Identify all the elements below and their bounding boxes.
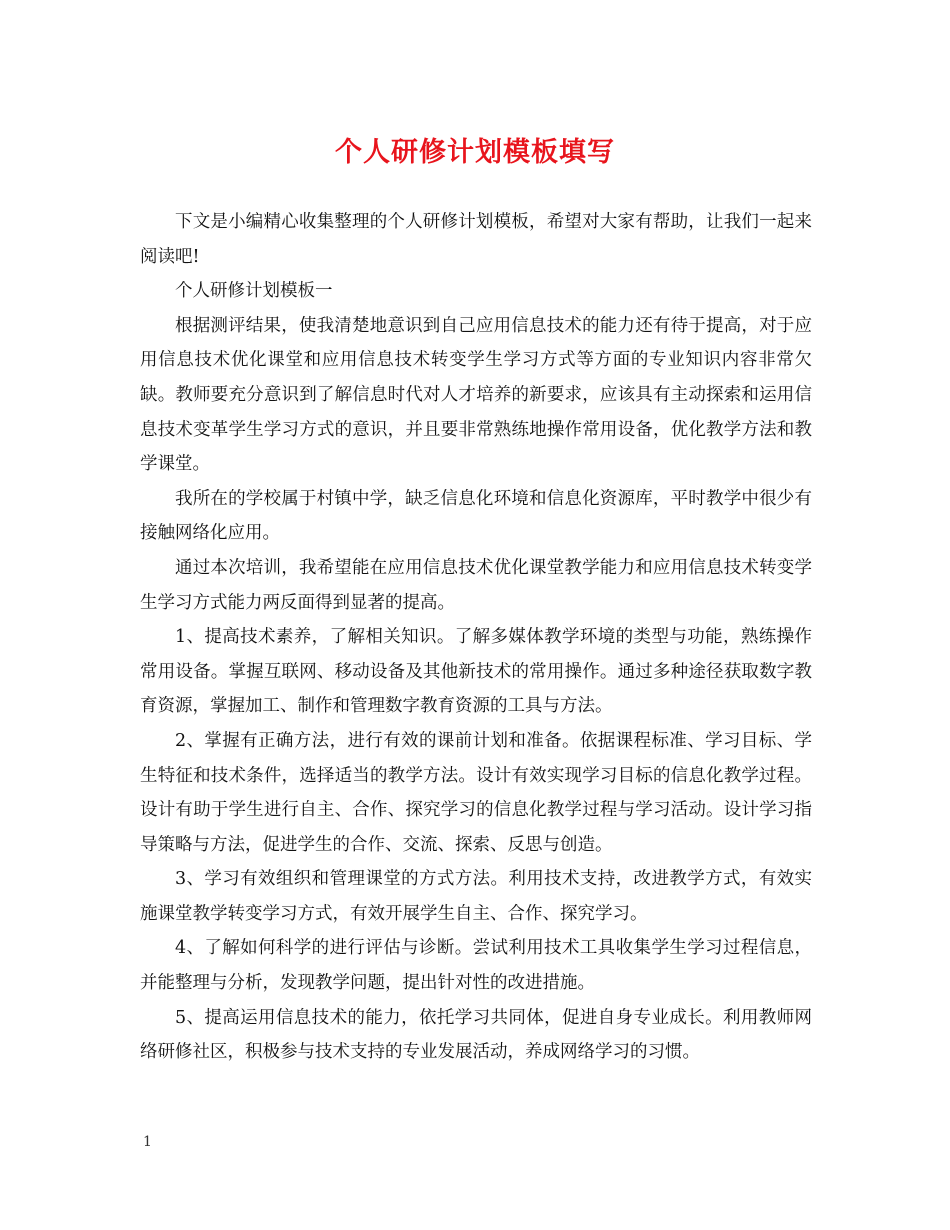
paragraph-item-4: 4、了解如何科学的进行评估与诊断。尝试利用技术工具收集学生学习过程信息，并能整理与分析，发现教学问题，提出针对性的改进措施。 [140,938,812,994]
paragraph-item-2: 2、掌握有正确方法，进行有效的课前计划和准备。依据课程标准、学习目标、学生特征和技术条件，选择适当的教学方法。设计有效实现学习目标的信息化教学过程。设计有助于学生进行自主、合作、探究学习的信息化教学过程与学习活动。设计学习指导策略与方法，促进学生的合作、交流、探索、反思与创造。 [140,730,812,855]
paragraph: 根据测评结果，使我清楚地意识到自己应用信息技术的能力还有待于提高，对于应用信息技术优化课堂和应用信息技术转变学生学习方式等方面的专业知识内容非常欠缺。教师要充分意识到了解信息时代对人才培养的新要求，应该具有主动探索和运用信息技术变革学生学习方式的意识，并且要非常熟练地操作常用设备，优化教学方法和教学课堂。 [140,315,812,475]
document-title: 个人研修计划模板填写 [335,137,615,168]
paragraph: 通过本次培训，我希望能在应用信息技术优化课堂教学能力和应用信息技术转变学生学习方式能力两反面得到显著的提高。 [140,557,812,613]
page-number: 1 [143,1134,152,1150]
paragraph: 我所在的学校属于村镇中学，缺乏信息化环境和信息化资源库，平时教学中很少有接触网络化应用。 [140,488,812,544]
paragraph-intro: 下文是小编精心收集整理的个人研修计划模板，希望对大家有帮助，让我们一起来阅读吧! [140,212,812,267]
paragraph-heading: 个人研修计划模板一 [175,281,333,302]
paragraph-item-3: 3、学习有效组织和管理课堂的方式方法。利用技术支持，改进教学方式，有效实施课堂教学转变学习方式，有效开展学生自主、合作、探究学习。 [140,869,812,924]
paragraph-item-5: 5、提高运用信息技术的能力，依托学习共同体，促进自身专业成长。利用教师网络研修社区，积极参与技术支持的专业发展活动，养成网络学习的习惯。 [140,1007,812,1063]
paragraph-item-1: 1、提高技术素养，了解相关知识。了解多媒体教学环境的类型与功能，熟练操作常用设备。掌握互联网、移动设备及其他新技术的常用操作。通过多种途径获取数字教育资源，掌握加工、制作和管理数字教育资源的工具与方法。 [140,627,812,717]
document-body [140,205,812,1070]
